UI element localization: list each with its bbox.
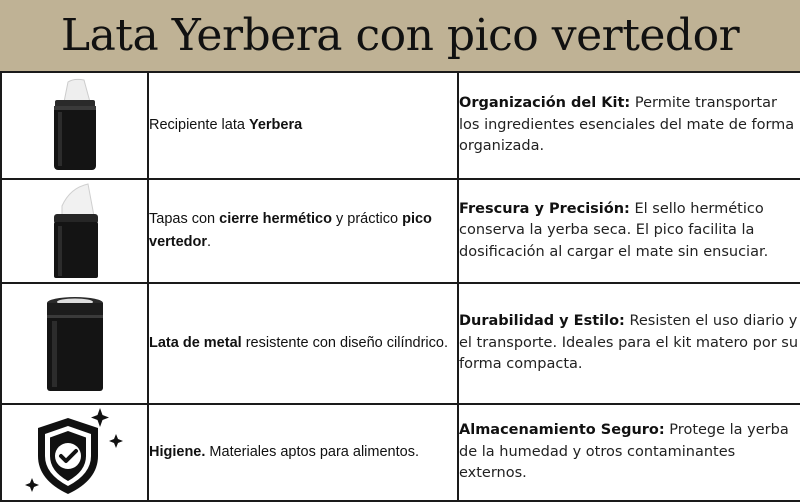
table-row	[1, 283, 800, 404]
benefit-text: Protege la yerba de la humedad y otros contaminantes externos.	[459, 422, 789, 482]
description-cell	[148, 72, 458, 179]
benefit-cell	[458, 72, 800, 179]
tin-can-with-spout-image	[40, 182, 110, 280]
sparkle-icon	[91, 408, 109, 427]
product-image-cell	[1, 283, 148, 404]
description-bold-text: pico vertedor	[149, 211, 432, 250]
table-row	[1, 72, 800, 179]
sparkle-icon	[109, 434, 123, 448]
product-features-table	[0, 71, 800, 502]
benefit-cell	[458, 404, 800, 501]
benefit-cell	[458, 179, 800, 283]
description-text: .	[207, 234, 212, 250]
icon-cell	[1, 404, 148, 501]
metal-tin-can-image	[35, 293, 115, 395]
description-text: Materiales aptos para alimentos.	[205, 444, 419, 460]
description-bold-text: Lata de metal	[149, 335, 242, 351]
product-image-cell	[1, 72, 148, 179]
benefit-text: Resisten el uso diario y el transporte. Ideales para el kit matero por su forma compacta.	[459, 313, 799, 373]
benefit-title: Almacenamiento Seguro:	[459, 422, 665, 439]
description-cell	[148, 179, 458, 283]
benefit-title: Durabilidad y Estilo:	[459, 313, 625, 330]
benefit-text: El sello hermético conserva la yerba seca. El pico facilita la dosificación al cargar el mate sin ensuciar.	[459, 200, 769, 260]
benefit-title: Frescura y Precisión:	[459, 200, 630, 217]
description-bold-text: cierre hermético	[219, 211, 332, 227]
description-bold-text: Higiene.	[149, 444, 206, 460]
description-text: Recipiente lata	[149, 117, 249, 133]
table-row	[1, 179, 800, 283]
page-title: Lata Yerbera con pico vertedor	[60, 10, 740, 61]
table-row	[1, 404, 800, 501]
description-text: resistente con diseño cilíndrico.	[241, 335, 448, 351]
description-text: y práctico	[331, 211, 403, 227]
benefit-title: Organización del Kit:	[459, 95, 631, 112]
description-cell	[148, 283, 458, 404]
title-banner	[0, 0, 800, 71]
sparkle-icon	[25, 478, 39, 492]
product-image-cell	[1, 179, 148, 283]
shield-check-icon	[20, 406, 130, 500]
description-bold-text: Yerbera	[248, 117, 303, 133]
benefit-text: Permite transportar los ingredientes esenciales del mate de forma organizada.	[459, 95, 795, 155]
description-cell	[148, 404, 458, 501]
tin-can-with-spout-image	[40, 76, 110, 176]
description-text: Tapas con	[149, 211, 220, 227]
benefit-cell	[458, 283, 800, 404]
